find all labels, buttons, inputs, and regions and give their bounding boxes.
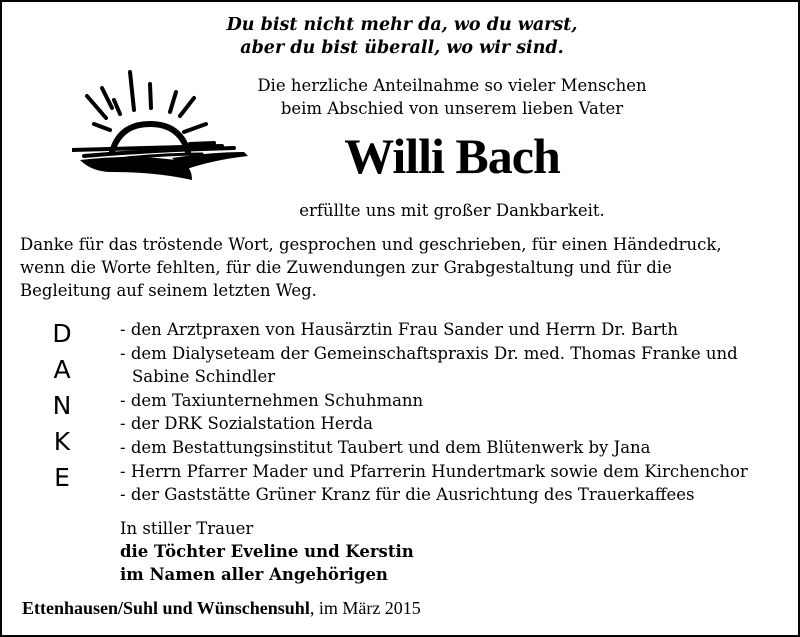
paragraph-line-1: Danke für das tröstende Wort, gesprochen und geschrieben, für einen Händedruck, [20,235,722,254]
paragraph-line-3: Begleitung auf seinem letzten Weg. [20,281,317,300]
danke-letter: E [54,463,70,492]
danke-letter: A [53,355,71,384]
paragraph-line-2: wenn die Worte fehlten, für die Zuwendungen zur Grabgestaltung und für die [20,258,672,277]
intro-line-1: Die herzliche Anteilnahme so vieler Menschen [257,76,647,95]
deceased-name: Willi Bach [344,128,560,184]
intro [202,74,702,120]
gratitude-line: erfüllte uns mit großer Dankbarkeit. [299,201,605,220]
signature-intro: In stiller Trauer [120,519,254,538]
footer [22,596,722,620]
signature [120,517,620,586]
motto-line-1: Du bist nicht mehr da, wo du warst, [226,15,578,35]
footer-date: , im März 2015 [309,598,421,618]
motto-line-2: aber du bist überall, wo wir sind. [240,38,564,58]
list-item: - dem Bestattungsinstitut Taubert und dem Blütenwerk by Jana [120,437,651,457]
list-item: - dem Taxiunternehmen Schuhmann [120,390,424,410]
signature-line-2: im Namen aller Angehörigen [120,565,388,584]
danke-letter: N [52,391,72,420]
danke-vertical [42,316,82,496]
list-item: - Herrn Pfarrer Mader und Pfarrerin Hundertmark sowie dem Kirchenchor [120,461,748,481]
list-item: - dem Dialyseteam der Gemeinschaftspraxis Dr. med. Thomas Franke und [120,343,738,363]
list-item-continuation: Sabine Schindler [132,367,276,387]
list-item: - der Gaststätte Grüner Kranz für die Ausrichtung des Trauerkaffees [120,485,695,505]
thanks-list [120,318,790,507]
thanks-paragraph [20,233,790,302]
danke-letter: D [52,319,72,348]
intro-line-2: beim Abschied von unserem lieben Vater [280,99,624,118]
footer-places: Ettenhausen/Suhl und Wünschensuhl [22,598,310,618]
list-item: - der DRK Sozialstation Herda [120,414,373,434]
list-item: - den Arztpraxen von Hausärztin Frau Sander und Herrn Dr. Barth [120,320,679,339]
danke-letter: K [53,427,71,456]
motto [182,14,622,60]
signature-line-1: die Töchter Eveline und Kerstin [120,542,414,561]
